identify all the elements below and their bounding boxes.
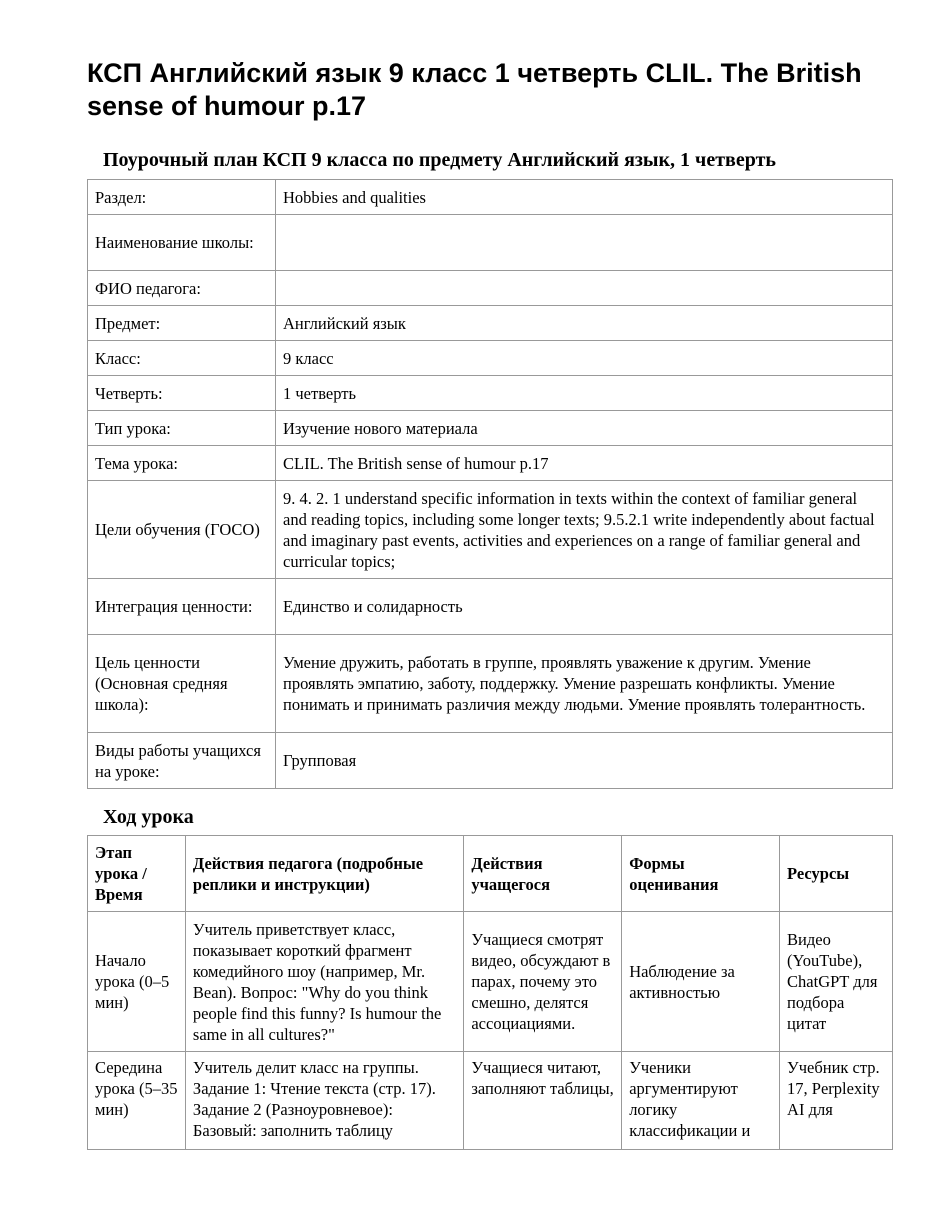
table-row bbox=[88, 579, 893, 635]
table-row bbox=[88, 635, 893, 733]
table-row bbox=[88, 912, 893, 1052]
info-label-value-integration: Интеграция ценности: bbox=[88, 579, 276, 635]
header-stage: Этап урока / Время bbox=[88, 836, 186, 912]
header-teacher-actions: Действия педагога (подробные реплики и инструкции) bbox=[185, 836, 463, 912]
info-value-work-types: Групповая bbox=[276, 733, 893, 789]
table-row bbox=[88, 271, 893, 306]
info-value-quarter: 1 четверть bbox=[276, 376, 893, 411]
info-label-learning-goals: Цели обучения (ГОСО) bbox=[88, 481, 276, 579]
info-label-value-goal: Цель ценности (Основная средняя школа): bbox=[88, 635, 276, 733]
info-value-lesson-type: Изучение нового материала bbox=[276, 411, 893, 446]
cell-student-actions: Учащиеся читают, заполняют таблицы, bbox=[464, 1052, 622, 1150]
cell-student-actions: Учащиеся смотрят видео, обсуждают в парах, почему это смешно, делятся ассоциациями. bbox=[464, 912, 622, 1052]
cell-assessment: Наблюдение за активностью bbox=[622, 912, 780, 1052]
cell-teacher-actions: Учитель приветствует класс, показывает короткий фрагмент комедийного шоу (например, Mr. Bean). Вопрос: "Why do you think people find this funny? Is humour the same in all cultures?" bbox=[185, 912, 463, 1052]
info-value-subject: Английский язык bbox=[276, 306, 893, 341]
lesson-heading: Ход урока bbox=[103, 806, 194, 828]
info-value-value-goal: Умение дружить, работать в группе, проявлять уважение к другим. Умение проявлять эмпатию, заботу, поддержку. Умение разрешать конфликты. Умение понимать и принимать различия между людьми. Умение проявлять толерантность. bbox=[276, 635, 893, 733]
cell-resources: Видео (YouTube), ChatGPT для подбора цитат bbox=[780, 912, 893, 1052]
info-label-grade: Класс: bbox=[88, 341, 276, 376]
info-value-value-integration: Единство и солидарность bbox=[276, 579, 893, 635]
table-row bbox=[88, 411, 893, 446]
info-label-lesson-type: Тип урока: bbox=[88, 411, 276, 446]
cell-teacher-actions: Учитель делит класс на группы. Задание 1: Чтение текста (стр. 17). Задание 2 (Разноуровневое): Базовый: заполнить таблицу bbox=[185, 1052, 463, 1150]
info-value-grade: 9 класс bbox=[276, 341, 893, 376]
table-row bbox=[88, 1052, 893, 1150]
table-header-row bbox=[88, 836, 893, 912]
table-row bbox=[88, 306, 893, 341]
cell-stage: Середина урока (5–35 мин) bbox=[88, 1052, 186, 1150]
table-row bbox=[88, 341, 893, 376]
lesson-progress-table bbox=[87, 835, 893, 1150]
info-label-section: Раздел: bbox=[88, 180, 276, 215]
cell-resources: Учебник стр. 17, Perplexity AI для bbox=[780, 1052, 893, 1150]
info-value-teacher bbox=[276, 271, 893, 306]
info-label-quarter: Четверть: bbox=[88, 376, 276, 411]
header-student-actions: Действия учащегося bbox=[464, 836, 622, 912]
info-label-subject: Предмет: bbox=[88, 306, 276, 341]
header-assessment: Формы оценивания bbox=[622, 836, 780, 912]
info-label-work-types: Виды работы учащихся на уроке: bbox=[88, 733, 276, 789]
info-value-learning-goals: 9. 4. 2. 1 understand specific information in texts within the context of familiar general and reading topics, including some longer texts; 9.5.2.1 write independently about factual and imaginary past events, activities and experiences on a range of familiar general and curricular topics; bbox=[276, 481, 893, 579]
info-value-section: Hobbies and qualities bbox=[276, 180, 893, 215]
table-row bbox=[88, 481, 893, 579]
table-row bbox=[88, 180, 893, 215]
cell-assessment: Ученики аргументируют логику классификации и bbox=[622, 1052, 780, 1150]
info-value-topic: CLIL. The British sense of humour p.17 bbox=[276, 446, 893, 481]
info-label-school: Наименование школы: bbox=[88, 215, 276, 271]
info-label-topic: Тема урока: bbox=[88, 446, 276, 481]
document-title: КСП Английский язык 9 класс 1 четверть CLIL. The British sense of humour p.17 bbox=[87, 58, 862, 121]
table-row bbox=[88, 376, 893, 411]
info-label-teacher: ФИО педагога: bbox=[88, 271, 276, 306]
table-row bbox=[88, 215, 893, 271]
lesson-info-table bbox=[87, 179, 893, 789]
info-value-school bbox=[276, 215, 893, 271]
table-row bbox=[88, 446, 893, 481]
cell-stage: Начало урока (0–5 мин) bbox=[88, 912, 186, 1052]
plan-heading: Поурочный план КСП 9 класса по предмету Английский язык, 1 четверть bbox=[103, 149, 776, 171]
header-resources: Ресурсы bbox=[780, 836, 893, 912]
table-row bbox=[88, 733, 893, 789]
